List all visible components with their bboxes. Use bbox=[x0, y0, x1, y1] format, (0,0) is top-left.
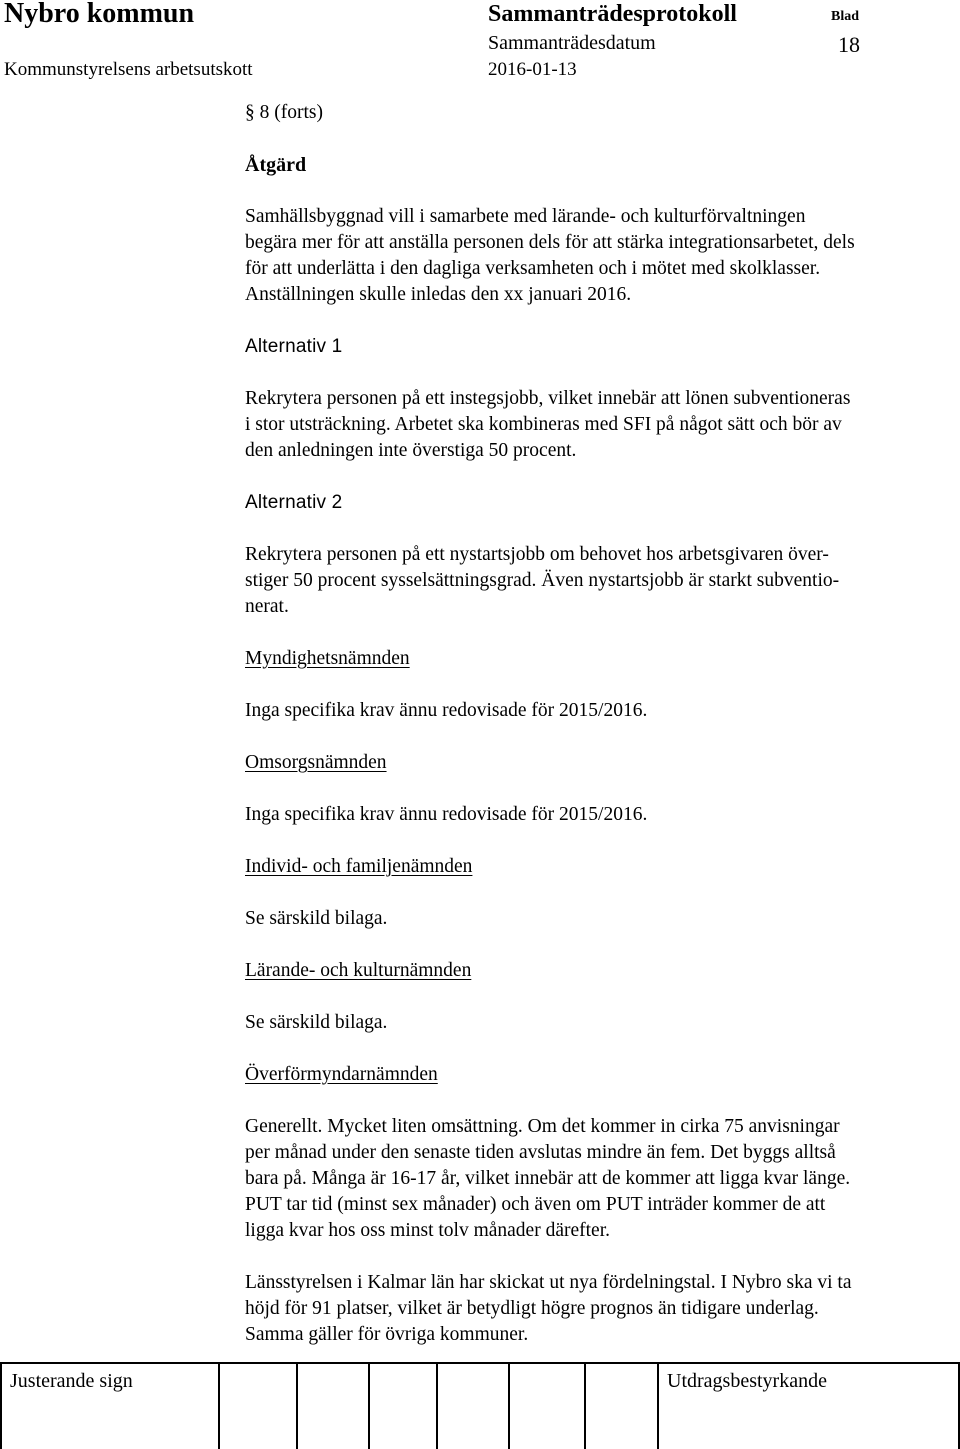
section-title-overformyndarnamnden: Överförmyndarnämnden bbox=[245, 1064, 438, 1085]
text-line: den anledningen inte överstiga 50 procent. bbox=[245, 440, 577, 461]
section-title-individ-familjenamnden: Individ- och familjenämnden bbox=[245, 856, 473, 877]
text-line: Rekrytera personen på ett instegsjobb, vilket innebär att lönen subventioneras bbox=[245, 388, 851, 409]
section-text-omsorgsnamnden: Inga specifika krav ännu redovisade för 2015/2016. bbox=[245, 804, 648, 825]
section-title-myndighetsnamnden: Myndighetsnämnden bbox=[245, 648, 410, 669]
text-line: nerat. bbox=[245, 596, 289, 617]
text-line: Rekrytera personen på ett nystartsjobb om behovet hos arbetsgivaren över- bbox=[245, 544, 829, 565]
text-line: per månad under den senaste tiden avslutas mindre än fem. Det byggs alltså bbox=[245, 1142, 836, 1163]
section-text-individ-familjenamnden: Se särskild bilaga. bbox=[245, 908, 388, 929]
justerande-sign-label: Justerande sign bbox=[10, 1370, 133, 1392]
overformyndar-paragraph bbox=[245, 1114, 957, 1244]
paragraph-reference: § 8 (forts) bbox=[245, 102, 323, 123]
text-line: Länsstyrelsen i Kalmar län har skickat ut nya fördelningstal. I Nybro ska vi ta bbox=[245, 1272, 852, 1293]
signature-cell bbox=[508, 1362, 510, 1449]
text-line: Anställningen skulle inledas den xx januari 2016. bbox=[245, 284, 632, 305]
heading-atgard: Åtgärd bbox=[245, 154, 307, 176]
table-top-border bbox=[0, 1362, 960, 1364]
signature-cell bbox=[584, 1362, 586, 1449]
committee-name: Kommunstyrelsens arbetsutskott bbox=[4, 59, 253, 80]
text-line: Samma gäller för övriga kommuner. bbox=[245, 1324, 529, 1345]
blad-label: Blad bbox=[831, 9, 860, 24]
text-line: Samhällsbyggnad vill i samarbete med lärande- och kulturförvaltningen bbox=[245, 206, 806, 227]
alternativ-2-paragraph bbox=[245, 542, 957, 620]
signature-table bbox=[0, 1362, 960, 1449]
text-line: ligga kvar hos oss minst tolv månader därefter. bbox=[245, 1220, 610, 1241]
table-left-border bbox=[0, 1362, 2, 1449]
text-line: bara på. Många är 16-17 år, vilket innebär att de kommer att ligga kvar länge. bbox=[245, 1168, 851, 1189]
signature-cell bbox=[296, 1362, 298, 1449]
text-line: begära mer för att anställa personen dels för att stärka integrationsarbetet, dels bbox=[245, 232, 855, 253]
heading-alternativ-1: Alternativ 1 bbox=[245, 336, 343, 357]
section-text-larande-kulturnamnden: Se särskild bilaga. bbox=[245, 1012, 388, 1033]
page-number: 18 bbox=[838, 32, 860, 57]
atgard-paragraph bbox=[245, 204, 957, 308]
protocol-body bbox=[245, 100, 957, 1348]
text-line: stiger 50 procent sysselsättningsgrad. Även nystartsjobb är starkt subventio- bbox=[245, 570, 840, 591]
document-type: Sammanträdesprotokoll bbox=[488, 1, 737, 27]
section-title-larande-kulturnamnden: Lärande- och kulturnämnden bbox=[245, 960, 472, 981]
meeting-date: 2016-01-13 bbox=[488, 59, 577, 80]
meeting-date-label: Sammanträdesdatum bbox=[488, 32, 656, 54]
signature-cell bbox=[436, 1362, 438, 1449]
heading-alternativ-2: Alternativ 2 bbox=[245, 492, 343, 513]
utdrag-cell bbox=[657, 1362, 659, 1449]
signature-cell bbox=[368, 1362, 370, 1449]
text-line: för att underlätta i den dagliga verksamheten och i mötet med skolklasser. bbox=[245, 258, 821, 279]
organization-name: Nybro kommun bbox=[4, 0, 195, 29]
text-line: PUT tar tid (minst sex månader) och även om PUT inträder kommer de att bbox=[245, 1194, 826, 1215]
utdragsbestyrkande-label: Utdragsbestyrkande bbox=[667, 1370, 827, 1392]
text-line: Generellt. Mycket liten omsättning. Om det kommer in cirka 75 anvisningar bbox=[245, 1116, 840, 1137]
text-line: i stor utsträckning. Arbetet ska kombineras med SFI på något sätt och bör av bbox=[245, 414, 842, 435]
lansstyrelsen-paragraph bbox=[245, 1270, 957, 1348]
text-line: höjd för 91 platser, vilket är betydligt högre prognos än tidigare underlag. bbox=[245, 1298, 819, 1319]
section-title-omsorgsnamnden: Omsorgsnämnden bbox=[245, 752, 387, 773]
signature-cell bbox=[218, 1362, 220, 1449]
section-text-myndighetsnamnden: Inga specifika krav ännu redovisade för 2015/2016. bbox=[245, 700, 648, 721]
alternativ-1-paragraph bbox=[245, 386, 957, 464]
